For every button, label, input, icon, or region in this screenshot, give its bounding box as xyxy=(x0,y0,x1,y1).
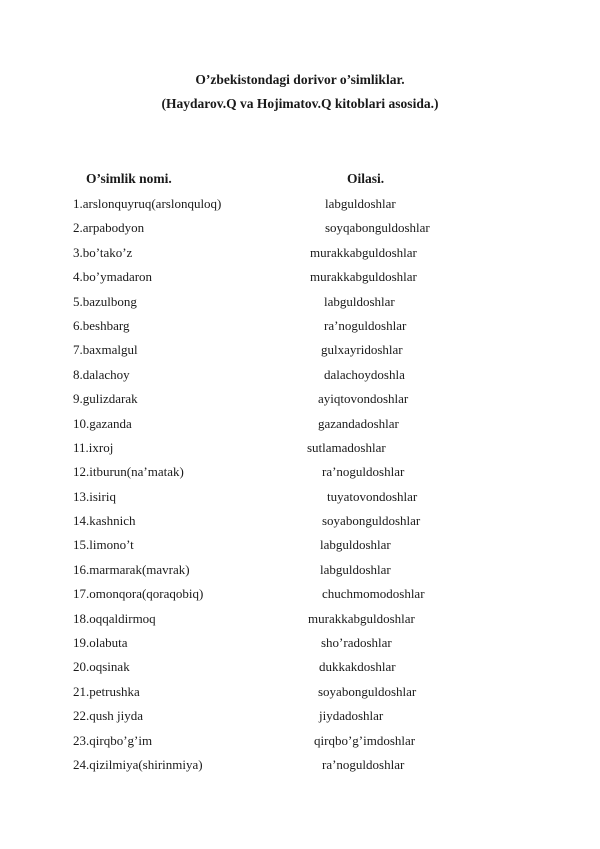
plant-family: labguldoshlar xyxy=(320,537,391,553)
plant-family: ayiqtovondoshlar xyxy=(318,391,409,407)
plant-name: 20.oqsinak xyxy=(73,659,130,675)
plant-family: ra’noguldoshlar xyxy=(322,756,405,772)
plant-family: sho’radoshlar xyxy=(321,635,392,651)
plant-family: dalachoydoshla xyxy=(324,366,405,382)
table-row xyxy=(0,318,600,342)
plant-family: tuyatovondoshlar xyxy=(327,488,418,504)
plant-name: 5.bazulbong xyxy=(73,293,137,309)
plant-name: 15.limono’t xyxy=(73,537,134,553)
table-row xyxy=(0,513,600,537)
plant-name: 21.petrushka xyxy=(73,683,140,699)
table-row xyxy=(0,367,600,391)
table-row xyxy=(0,708,600,732)
plant-name: 7.baxmalgul xyxy=(73,342,138,358)
table-row xyxy=(0,562,600,586)
plant-family: soyqabonguldoshlar xyxy=(325,220,430,236)
table-row xyxy=(0,635,600,659)
plant-name: 12.itburun(na’matak) xyxy=(73,464,184,480)
document-title: O’zbekistondagi dorivor o’simliklar. xyxy=(195,72,405,87)
plant-name: 17.omonqora(qoraqobiq) xyxy=(73,586,204,602)
plant-family: ra’noguldoshlar xyxy=(322,464,405,480)
plant-name: 9.gulizdarak xyxy=(73,391,138,407)
plant-name: 4.bo’ymadaron xyxy=(73,269,153,285)
plant-family: gulxayridoshlar xyxy=(321,342,403,358)
plant-family: labguldoshlar xyxy=(320,561,391,577)
table-row xyxy=(0,391,600,415)
plant-family: labguldoshlar xyxy=(325,196,396,211)
plant-name: 23.qirqbo’g’im xyxy=(73,732,153,748)
table-row xyxy=(0,464,600,488)
plant-family: murakkabguldoshlar xyxy=(310,269,417,285)
table-row xyxy=(0,733,600,757)
plant-family: dukkakdoshlar xyxy=(319,659,396,675)
plant-name: 3.bo’tako’z xyxy=(73,244,133,260)
plant-name: 10.gazanda xyxy=(73,415,132,431)
plant-family: chuchmomodoshlar xyxy=(322,586,425,602)
table-row xyxy=(0,440,600,464)
column-header-plant: O’simlik nomi. xyxy=(86,171,172,186)
table-row xyxy=(0,586,600,610)
table-row xyxy=(0,342,600,366)
plant-family: ra’noguldoshlar xyxy=(324,317,407,333)
table-row xyxy=(0,489,600,513)
plant-family: murakkabguldoshlar xyxy=(310,244,417,260)
table-row xyxy=(0,245,600,269)
plant-name: 18.oqqaldirmoq xyxy=(73,610,156,626)
plant-name: 1.arslonquyruq(arslonquloq) xyxy=(73,196,222,211)
plant-family: labguldoshlar xyxy=(324,293,395,309)
plant-family: sutlamadoshlar xyxy=(307,439,386,455)
table-row xyxy=(0,416,600,440)
plant-name: 6.beshbarg xyxy=(73,317,130,333)
plant-family: qirqbo’g’imdoshlar xyxy=(314,732,416,748)
plant-name: 13.isiriq xyxy=(73,488,116,504)
plant-family: soyabonguldoshlar xyxy=(318,683,417,699)
table-row xyxy=(0,196,600,220)
plant-name: 14.kashnich xyxy=(73,513,136,529)
plant-name: 19.olabuta xyxy=(73,635,128,651)
plant-name: 22.qush jiyda xyxy=(73,708,144,724)
table-row xyxy=(0,537,600,561)
plant-family: jiydadoshlar xyxy=(319,708,384,724)
plant-name: 2.arpabodyon xyxy=(73,220,145,236)
table-row xyxy=(0,294,600,318)
table-row xyxy=(0,269,600,293)
plant-family: murakkabguldoshlar xyxy=(308,610,415,626)
document-subtitle: (Haydarov.Q va Hojimatov.Q kitoblari asosida.) xyxy=(161,96,439,111)
plant-family: soyabonguldoshlar xyxy=(322,513,421,529)
table-row xyxy=(0,220,600,244)
plant-name: 11.ixroj xyxy=(73,439,114,455)
table-row xyxy=(0,659,600,683)
plant-name: 8.dalachoy xyxy=(73,366,130,382)
column-header-family: Oilasi. xyxy=(347,171,385,186)
plant-name: 16.marmarak(mavrak) xyxy=(73,561,190,577)
table-row xyxy=(0,684,600,708)
plant-family: gazandadoshlar xyxy=(318,415,399,431)
plant-name: 24.qizilmiya(shirinmiya) xyxy=(73,756,203,772)
table-row xyxy=(0,611,600,635)
table-row xyxy=(0,757,600,781)
plant-list xyxy=(0,196,600,781)
